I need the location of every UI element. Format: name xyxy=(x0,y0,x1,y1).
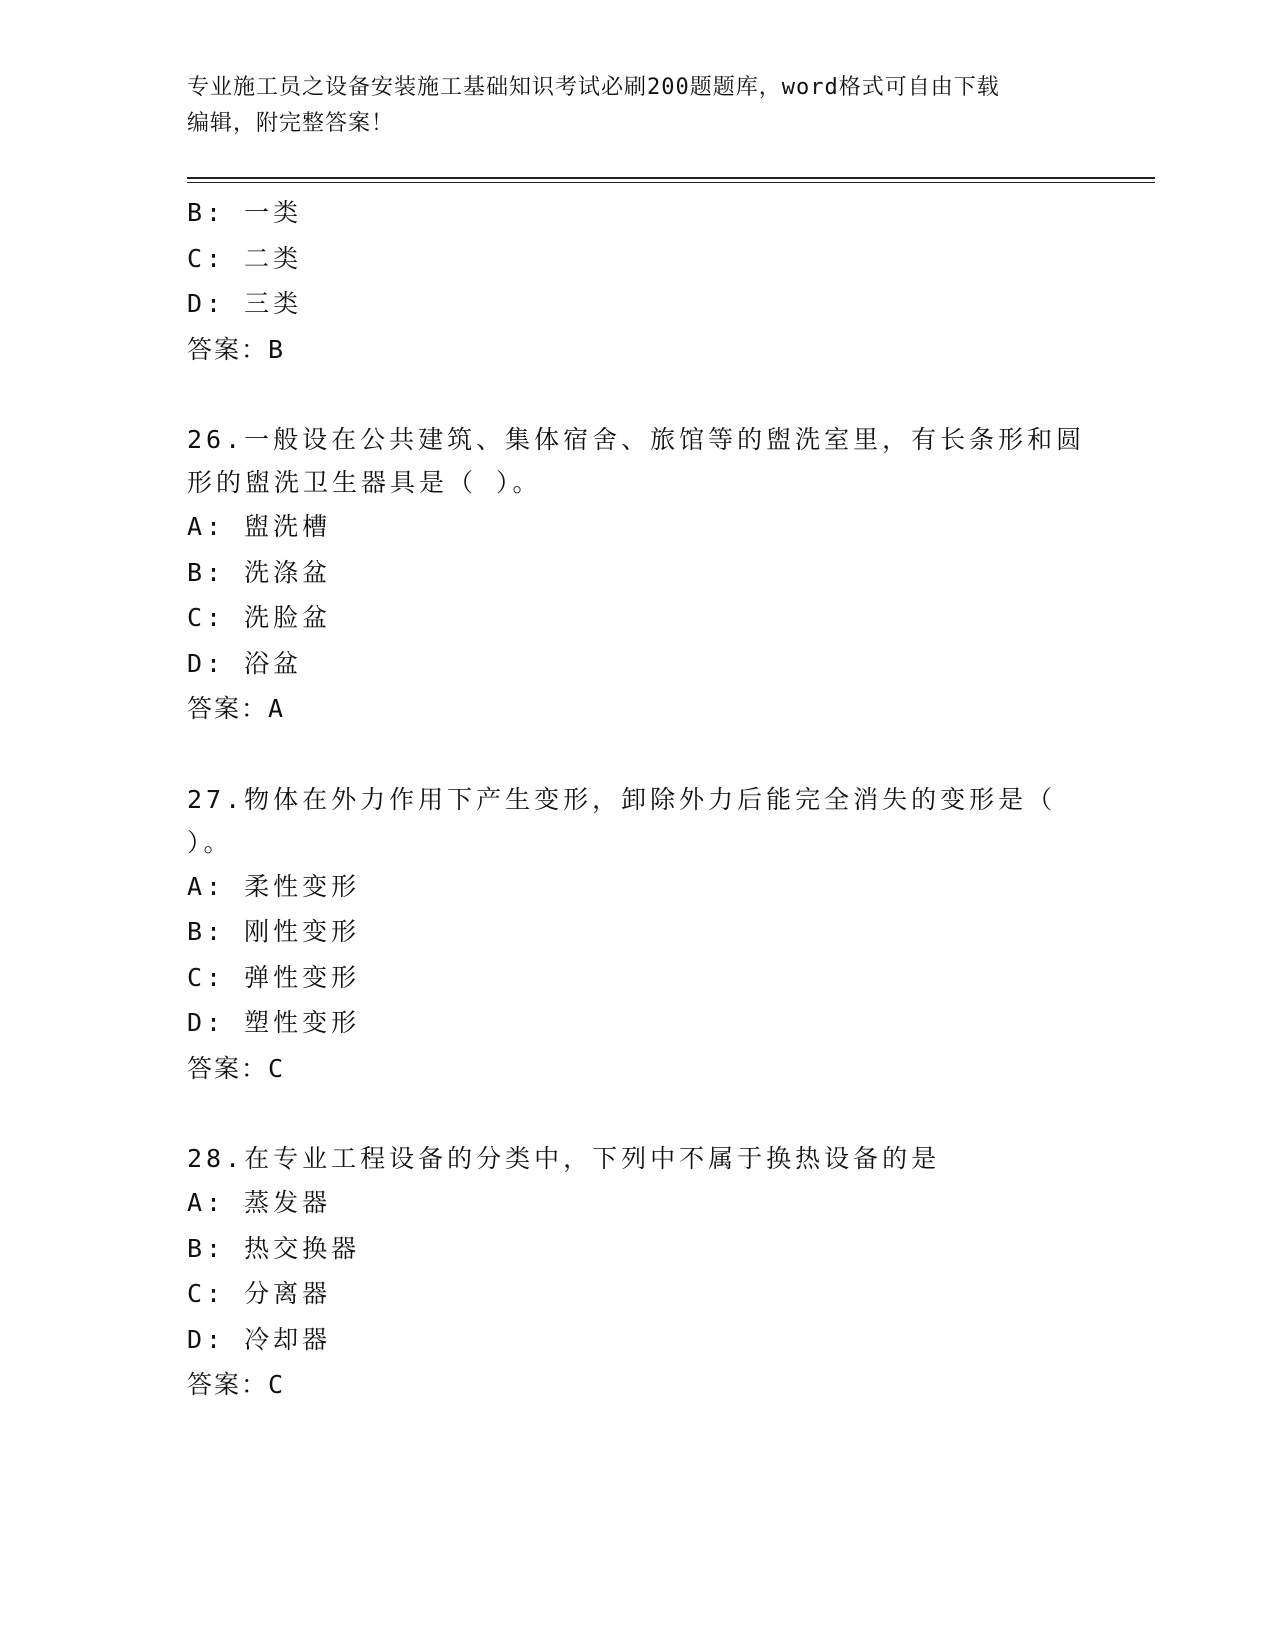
option-a: A: 盥洗槽 xyxy=(187,512,332,541)
option-d: D: 冷却器 xyxy=(187,1324,332,1354)
answer: 答案：C xyxy=(187,1370,286,1399)
header-title-line-2: 编辑，附完整答案！ xyxy=(187,111,395,136)
question-stem xyxy=(187,418,1087,504)
option-d: D: 浴盆 xyxy=(187,648,303,678)
question-content xyxy=(187,190,1087,1408)
question-stem-line: 26.一般设在公共建筑、集体宿舍、旅馆等的盥洗室里，有长条形和圆 xyxy=(187,425,1086,454)
option-b: B: 一类 xyxy=(187,198,303,227)
question-stem xyxy=(187,1137,1087,1180)
question-stem-line: ）。 xyxy=(187,827,233,857)
option-d: D: 三类 xyxy=(187,289,303,318)
option-a: A: 蒸发器 xyxy=(187,1188,332,1217)
option-c: C: 分离器 xyxy=(187,1279,332,1308)
answer: 答案：C xyxy=(187,1053,286,1083)
question-stem xyxy=(187,778,1087,864)
question-27 xyxy=(187,778,1087,1092)
option-c: C: 二类 xyxy=(187,243,303,273)
question-stem-line: 28.在专业工程设备的分类中，下列中不属于换热设备的是 xyxy=(187,1144,941,1173)
option-a: A: 柔性变形 xyxy=(187,871,361,901)
option-c: C: 洗脸盆 xyxy=(187,603,332,632)
option-b: B: 刚性变形 xyxy=(187,917,361,946)
document-header xyxy=(187,70,1087,142)
answer: 答案：B xyxy=(187,334,286,364)
question-28 xyxy=(187,1137,1087,1408)
option-c: C: 弹性变形 xyxy=(187,962,361,992)
question-25-continuation xyxy=(187,190,1087,372)
question-26 xyxy=(187,418,1087,732)
option-b: B: 热交换器 xyxy=(187,1233,361,1263)
answer: 答案：A xyxy=(187,694,286,723)
header-divider-thin xyxy=(187,182,1155,183)
question-stem-line: 形的盥洗卫生器具是（ ）。 xyxy=(187,468,542,497)
option-b: B: 洗涤盆 xyxy=(187,557,332,587)
header-title-line-1: 专业施工员之设备安装施工基础知识考试必刷200题题库，word格式可自由下载 xyxy=(187,75,1000,100)
option-d: D: 塑性变形 xyxy=(187,1008,361,1037)
header-divider-thick xyxy=(187,177,1155,179)
question-stem-line: 27.物体在外力作用下产生变形，卸除外力后能完全消失的变形是（ xyxy=(187,784,1057,814)
